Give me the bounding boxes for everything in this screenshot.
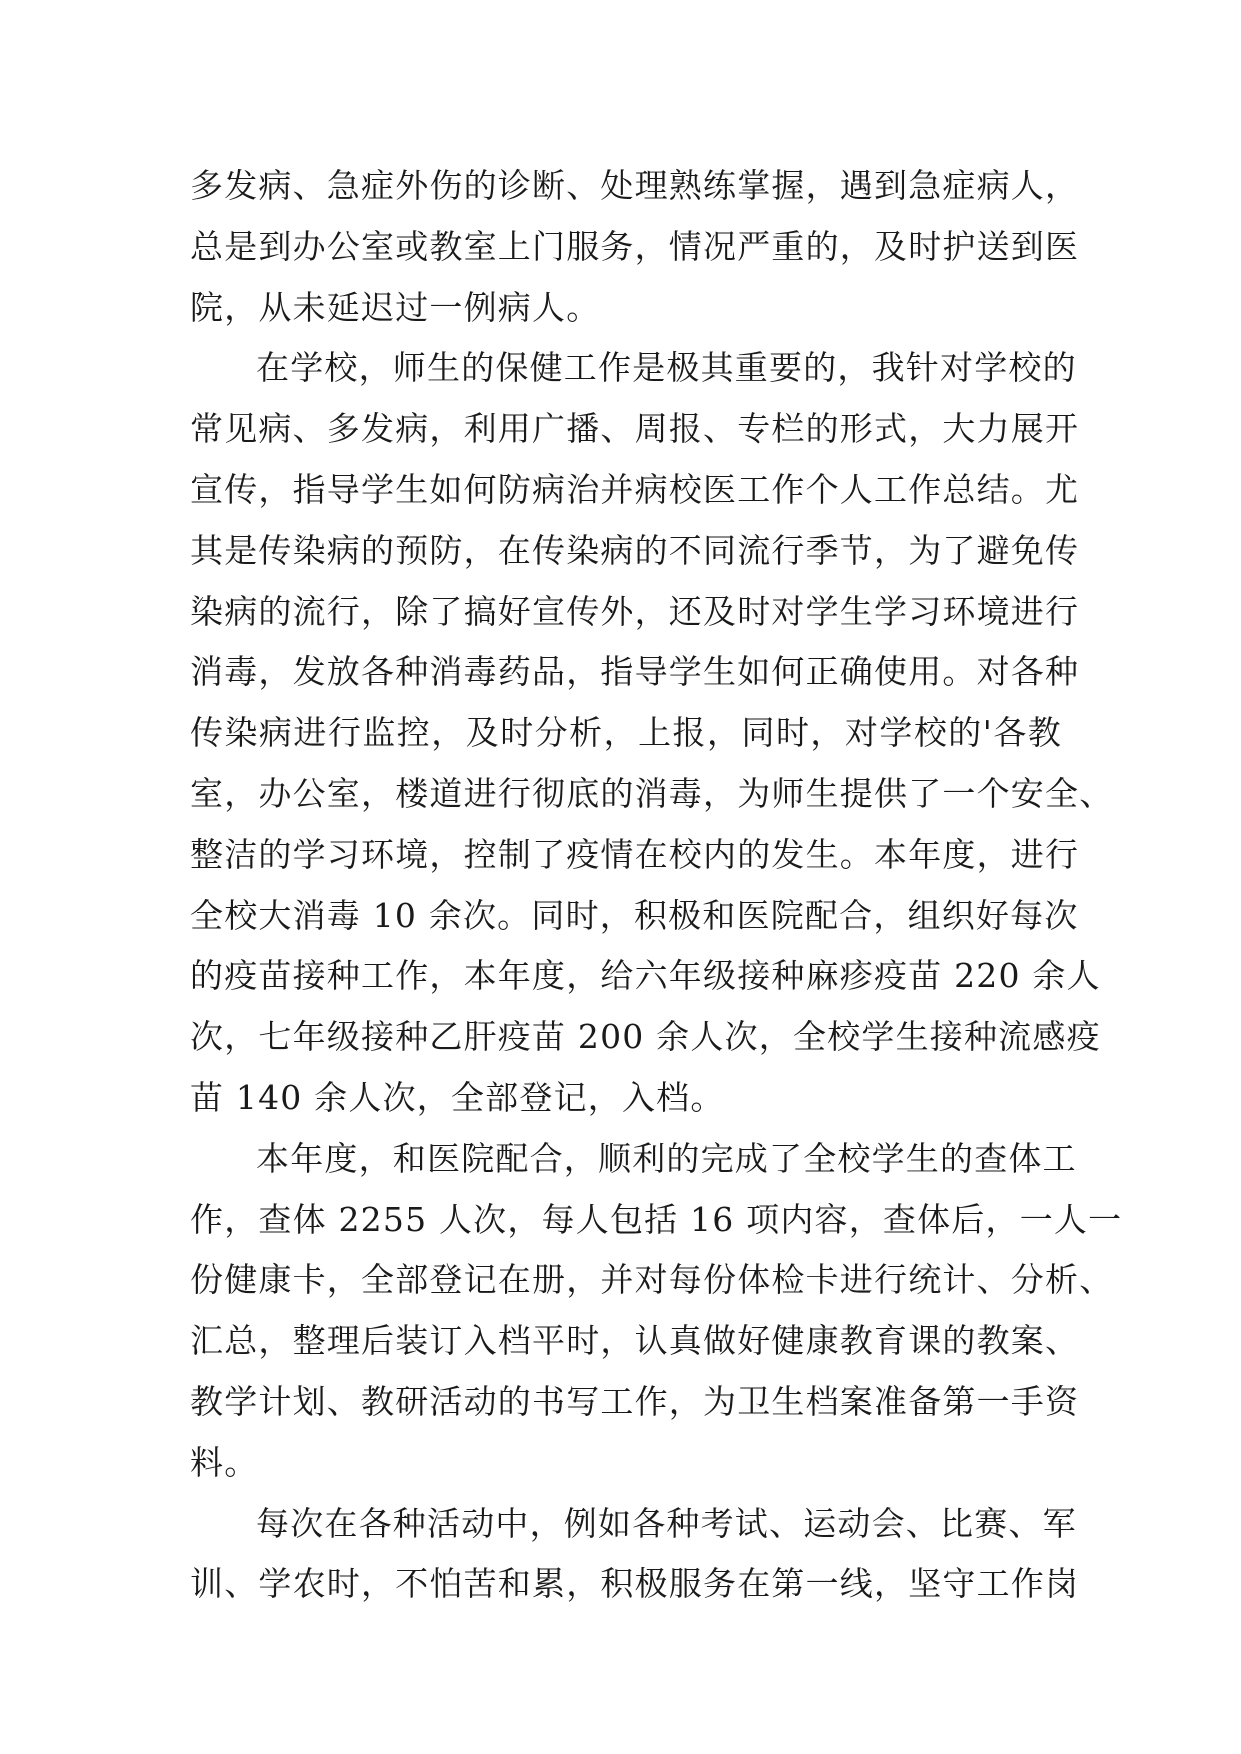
text-line: 消毒，发放各种消毒药品，指导学生如何正确使用。对各种	[190, 652, 1080, 692]
text-line: 作，查体 2255 人次，每人包括 16 项内容，查体后，一人一	[190, 1199, 1123, 1239]
text-line: 的疫苗接种工作，本年度，给六年级接种麻疹疫苗 220 余人	[190, 956, 1101, 996]
text-line: 苗 140 余人次，全部登记，入档。	[190, 1077, 725, 1117]
text-line: 次，七年级接种乙肝疫苗 200 余人次，全校学生接种流感疫	[190, 1017, 1101, 1057]
text-line: 总是到办公室或教室上门服务，情况严重的，及时护送到医	[190, 226, 1080, 266]
text-line: 室，办公室，楼道进行彻底的消毒，为师生提供了一个安全、	[190, 773, 1114, 813]
text-line: 每次在各种活动中，例如各种考试、运动会、比赛、军	[256, 1503, 1077, 1543]
text-line: 其是传染病的预防，在传染病的不同流行季节，为了避免传	[190, 530, 1080, 570]
body-text	[190, 156, 1123, 1615]
text-line: 料。	[190, 1442, 259, 1482]
text-line: 染病的流行，除了搞好宣传外，还及时对学生学习环境进行	[190, 591, 1080, 631]
text-line: 传染病进行监控，及时分析，上报，同时，对学校的'各教	[190, 713, 1062, 753]
text-line: 教学计划、教研活动的书写工作，为卫生档案准备第一手资	[190, 1381, 1080, 1421]
text-line: 训、学农时，不怕苦和累，积极服务在第一线，坚守工作岗	[190, 1564, 1080, 1604]
text-line: 多发病、急症外伤的诊断、处理熟练掌握，遇到急症病人，	[190, 166, 1080, 205]
text-line: 整洁的学习环境，控制了疫情在校内的发生。本年度，进行	[190, 834, 1080, 874]
text-line: 宣传，指导学生如何防病治并病校医工作个人工作总结。尤	[190, 469, 1080, 509]
text-line: 常见病、多发病，利用广播、周报、专栏的形式，大力展开	[190, 409, 1080, 449]
text-line: 汇总，整理后装订入档平时，认真做好健康教育课的教案、	[190, 1321, 1080, 1361]
text-line: 在学校，师生的保健工作是极其重要的，我针对学校的	[256, 348, 1077, 388]
text-line: 全校大消毒 10 余次。同时，积极和医院配合，组织好每次	[190, 895, 1079, 935]
text-line: 份健康卡，全部登记在册，并对每份体检卡进行统计、分析、	[190, 1260, 1114, 1300]
text-line: 院，从未延迟过一例病人。	[190, 287, 601, 327]
text-line: 本年度，和医院配合，顺利的完成了全校学生的查体工	[256, 1138, 1077, 1178]
